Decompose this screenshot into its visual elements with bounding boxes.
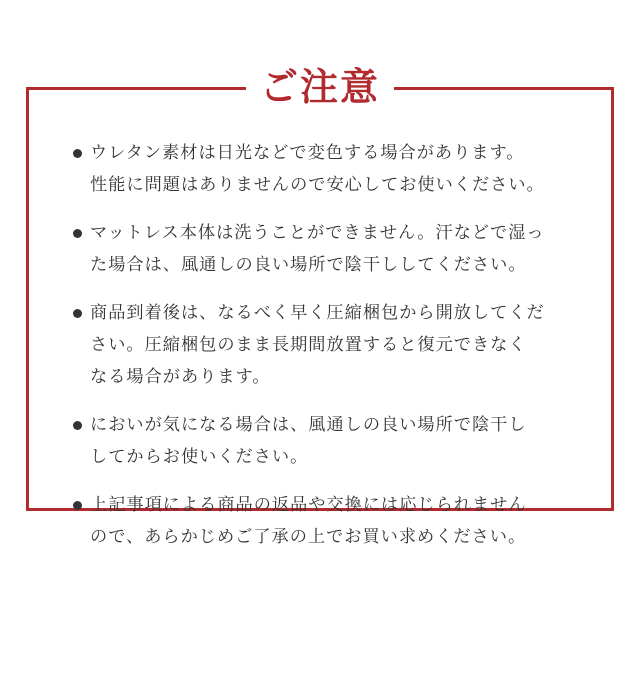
notice-item — [72, 137, 582, 201]
notice-line: ウレタン素材は日光などで変色する場合があります。 — [90, 143, 525, 163]
notice-line: さい。圧縮梱包のまま長期間放置すると復元できなく — [90, 335, 527, 355]
notice-line: た場合は、風通しの良い場所で陰干ししてください。 — [90, 255, 527, 275]
notice-line: 性能に問題はありませんので安心してお使いください。 — [90, 175, 545, 195]
notice-line: 商品到着後は、なるべく早く圧縮梱包から開放してくだ — [90, 303, 545, 323]
notice-title: ご注意 — [246, 61, 394, 113]
notice-line: ので、あらかじめご了承の上でお買い求めください。 — [90, 527, 527, 547]
notice-line: なる場合があります。 — [90, 367, 271, 387]
notice-line: 上記事項による商品の返品や交換には応じられません — [90, 495, 527, 515]
notice-list — [72, 137, 582, 569]
notice-item — [72, 489, 582, 553]
notice-item — [72, 297, 582, 393]
notice-line: してからお使いください。 — [90, 447, 309, 467]
notice-item — [72, 217, 582, 281]
notice-line: においが気になる場合は、風通しの良い場所で陰干し — [90, 415, 527, 435]
notice-line: マットレス本体は洗うことができません。汗などで湿っ — [90, 223, 545, 243]
notice-item — [72, 409, 582, 473]
